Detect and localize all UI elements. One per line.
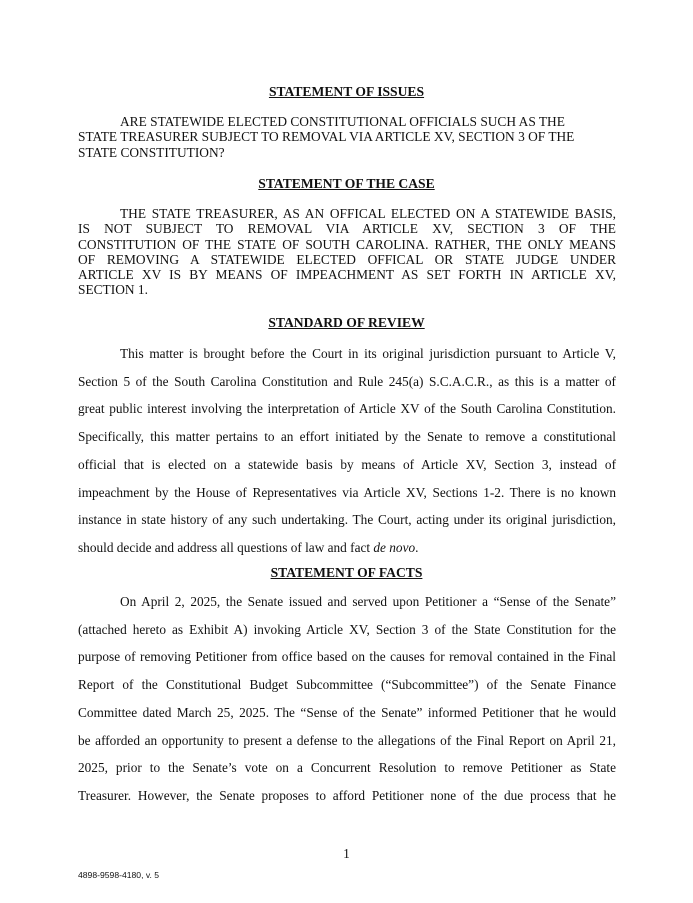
facts-line: Report of the Constitutional Budget Subcommittee (“Subcommittee”) of the Senate Finance — [78, 677, 616, 693]
heading-statement-of-the-case: STATEMENT OF THE CASE — [258, 176, 435, 191]
review-last-text: should decide and address all questions of law and fact — [78, 539, 374, 555]
case-line: CONSTITUTION OF THE STATE OF SOUTH CAROLINA. RATHER, THE ONLY MEANS — [78, 236, 616, 252]
facts-paragraph — [78, 588, 616, 810]
review-line-last — [78, 534, 616, 562]
facts-line: be afforded an opportunity to present a defense to the allegations of the Final Report on April 21, — [78, 732, 616, 748]
case-line: THE STATE TREASURER, AS AN OFFICAL ELECTED ON A STATEWIDE BASIS, — [120, 206, 616, 221]
review-paragraph — [78, 340, 616, 562]
facts-line: purpose of removing Petitioner from office based on the causes for removal contained in the Final — [78, 649, 616, 665]
review-de-novo: de novo — [373, 539, 416, 555]
facts-line: 2025, prior to the Senate’s vote on a Concurrent Resolution to remove Petitioner as State — [78, 760, 616, 776]
document-id: 4898-9598-4180, v. 5 — [78, 870, 160, 880]
heading-standard-of-review: STANDARD OF REVIEW — [268, 315, 425, 330]
review-line: instance in state history of any such undertaking. The Court, acting under its original jurisdiction, — [78, 512, 616, 528]
review-line: Specifically, this matter pertains to an effort initiated by the Senate to remove a constitutional — [78, 429, 616, 445]
facts-line: Committee dated March 25, 2025. The “Sense of the Senate” informed Petitioner that he would — [78, 704, 616, 720]
issues-line: STATE TREASURER SUBJECT TO REMOVAL VIA ARTICLE XV, SECTION 3 OF THE — [78, 129, 575, 145]
page-number: 1 — [343, 846, 350, 861]
heading-statement-of-issues: STATEMENT OF ISSUES — [268, 84, 425, 99]
review-line: impeachment by the House of Representatives via Article XV, Sections 1-2. There is no known — [78, 484, 616, 500]
case-line: OF REMOVING A STATEWIDE ELECTED OFFICAL OR STATE JUDGE UNDER — [78, 251, 616, 267]
case-paragraph — [78, 206, 616, 298]
case-line: ARTICLE XV IS BY MEANS OF IMPEACHMENT AS SET FORTH IN ARTICLE XV, — [78, 267, 616, 283]
heading-statement-of-facts: STATEMENT OF FACTS — [270, 565, 423, 580]
case-line: IS NOT SUBJECT TO REMOVAL VIA ARTICLE XV, SECTION 3 OF THE — [78, 221, 616, 237]
review-line: great public interest involving the interpretation of Article XV of the South Carolina Constitution. — [78, 401, 616, 417]
issues-line: ARE STATEWIDE ELECTED CONSTITUTIONAL OFFICIALS SUCH AS THE — [120, 114, 565, 129]
review-last-period: . — [415, 539, 419, 555]
issues-line: STATE CONSTITUTION? — [78, 144, 225, 160]
case-line: SECTION 1. — [78, 282, 148, 298]
issues-paragraph — [78, 114, 616, 160]
review-line: Section 5 of the South Carolina Constitution and Rule 245(a) S.C.A.C.R., as this is a matter of — [78, 373, 616, 389]
facts-line: (attached hereto as Exhibit A) invoking Article XV, Section 3 of the State Constitution for the — [78, 621, 616, 637]
review-line: official that is elected on a statewide basis by means of Article XV, Section 3, instead of — [78, 456, 616, 472]
facts-line: Treasurer. However, the Senate proposes to afford Petitioner none of the due process that he — [78, 787, 616, 803]
review-line: This matter is brought before the Court in its original jurisdiction pursuant to Article V, — [120, 346, 616, 361]
facts-line: On April 2, 2025, the Senate issued and served upon Petitioner a “Sense of the Senate” — [120, 594, 616, 609]
